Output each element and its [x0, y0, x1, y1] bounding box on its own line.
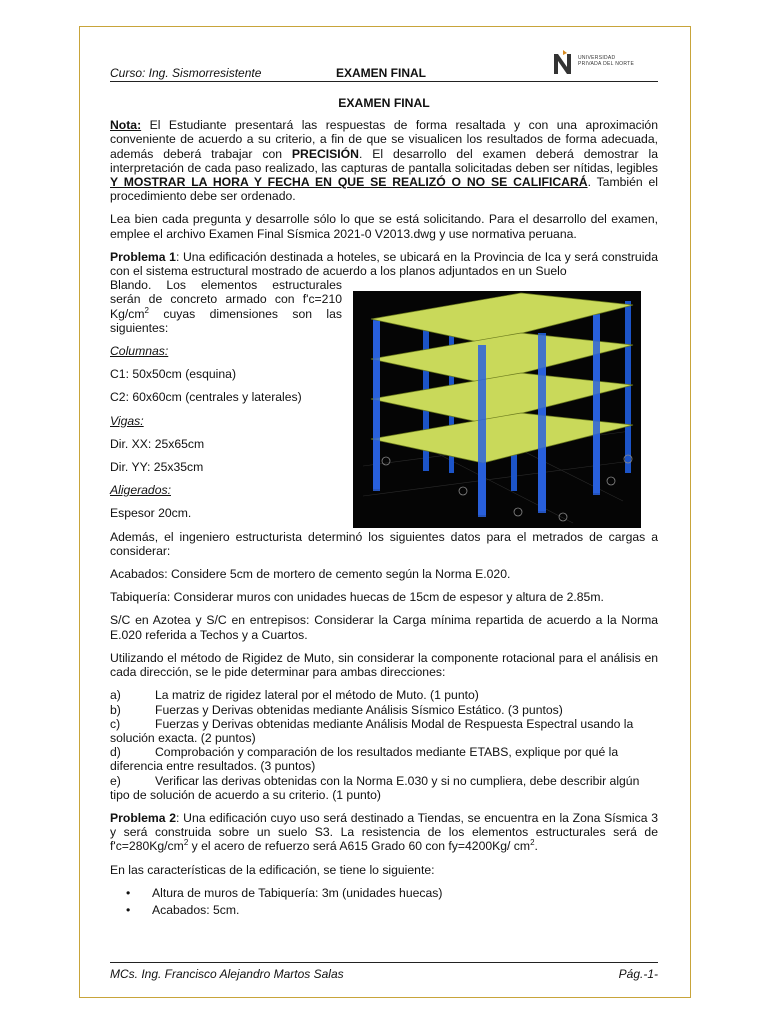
nota-text-2: . El desarrollo del examen deberá demostrar la interpretación de cada paso realizado, las capturas de pantalla solicitadas deben ser nítidas, legibles	[110, 146, 658, 175]
task-continuation: solución exacta. (2 puntos)	[110, 730, 256, 745]
task-item	[110, 745, 658, 759]
task-continuation: tipo de solución de acuerdo a su criterio. (1 punto)	[110, 787, 381, 802]
task-label: a)	[110, 688, 121, 703]
task-item	[110, 688, 658, 702]
p1-cont-1: Blando. Los elementos estructurales	[110, 278, 342, 293]
logo-text-line2: PRIVADA DEL NORTE	[578, 61, 635, 67]
bullet-text: Altura de muros de Tabiquería: 3m (unidades huecas)	[152, 885, 443, 900]
page-number: Pág.-1-	[618, 967, 658, 981]
columnas-heading: Columnas:	[110, 344, 169, 359]
problem2-text-c: .	[534, 839, 538, 854]
loads-intro: Además, el ingeniero estructurista determinó los siguientes datos para el metrados de cargas a considerar:	[110, 529, 658, 558]
logo-n-icon	[552, 50, 574, 76]
task-item	[110, 717, 658, 731]
nota-emphasis: Y MOSTRAR LA HORA Y FECHA EN QUE SE REALIZÓ O NO SE CALIFICARÁ	[110, 175, 588, 190]
beam-xx: Dir. XX: 25x65cm	[110, 436, 205, 451]
task-text: La matriz de rigidez lateral por el método de Muto. (1 punto)	[155, 688, 479, 703]
doc-heading: EXAMEN FINAL	[338, 96, 430, 110]
p1-cont-2: serán de concreto armado con f'c=210	[110, 292, 342, 307]
task-text: Verificar las derivas obtenidas con la Norma E.030 y si no cumpliera, debe describir algún	[155, 773, 640, 788]
university-logo	[552, 48, 660, 78]
problem2-text-b: y el acero de refuerzo será A615 Grado 60 con fy=4200Kg/ cm	[188, 839, 531, 854]
instructions-paragraph: Lea bien cada pregunta y desarrolle sólo lo que se está solicitando. Para el desarrollo del examen, emplee el archivo Examen Final Sísmica 2021-0 V2013.dwg y use normativa peruana.	[110, 212, 658, 241]
footer-author: MCs. Ing. Francisco Alejandro Martos Salas	[110, 967, 344, 981]
column-c1: C1: 50x50cm (esquina)	[110, 367, 236, 382]
problem2-paragraph	[110, 811, 658, 854]
task-continuation: diferencia entre resultados. (3 puntos)	[110, 759, 316, 774]
column-c2: C2: 60x60cm (centrales y laterales)	[110, 390, 302, 405]
task-label: e)	[110, 773, 121, 788]
page-footer	[110, 967, 658, 981]
nota-text-3: . También el procedimiento debe ser ordenado.	[110, 175, 658, 204]
bullet-text: Acabados: 5cm.	[152, 902, 240, 917]
acabados-text: Acabados: Considere 5cm de mortero de cemento según la Norma E.020.	[110, 567, 511, 582]
header-title: EXAMEN FINAL	[336, 66, 426, 80]
p1-cont-3b: cuyas dimensiones son las	[149, 306, 342, 321]
problem2-text-a: : Una edificación cuyo uso será destinado a Tiendas, se encuentra en la Zona Sísmica 3 y será construida sobre un suelo S3. La resistencia de los elementos estructurales será de f'c=280Kg/cm	[110, 810, 658, 854]
task-text: Fuerzas y Derivas obtenidas mediante Análisis Modal de Respuesta Espectral usando la	[155, 716, 634, 731]
problem1-intro-text: : Una edificación destinada a hoteles, se ubicará en la Provincia de Ica y será construida con el sistema estructural mostrado de acuerdo a los planos adjuntados en un Suelo	[110, 249, 658, 279]
p1-cont-3sup: 2	[144, 305, 149, 315]
tabiqueria-text: Tabiquería: Considerar muros con unidades huecas de 15cm de espesor y altura de 2.85m.	[110, 590, 604, 605]
p1-cont-3a: Kg/cm	[110, 306, 145, 321]
problem2-sup2: 2	[530, 838, 535, 848]
bullet-icon: •	[126, 885, 131, 900]
nota-paragraph	[110, 118, 658, 203]
tasks-list	[110, 688, 658, 802]
slab-thickness: Espesor 20cm.	[110, 506, 192, 521]
nota-label: Nota:	[110, 118, 142, 133]
p1-cont-3	[110, 307, 342, 321]
problem2-label: Problema 2	[110, 810, 177, 825]
bullet-icon: •	[126, 902, 131, 917]
problem1-intro	[110, 250, 658, 278]
characteristics-intro: En las características de la edificación, se tiene lo siguiente:	[110, 862, 435, 877]
aligerados-heading: Aligerados:	[110, 483, 171, 498]
bullet-item	[110, 903, 658, 917]
footer-rule	[110, 962, 658, 963]
course-name: Curso: Ing. Sismorresistente	[110, 66, 262, 80]
vigas-heading: Vigas:	[110, 413, 144, 428]
beam-yy: Dir. YY: 25x35cm	[110, 460, 204, 475]
task-label: d)	[110, 745, 121, 760]
nota-text-1: El Estudiante presentará las respuestas de forma resaltada y con una aproximación conveniente de acuerdo a su criterio, a fin de que se visualicen los resultados de forma adecuada, además deberá trabajar con	[110, 118, 658, 161]
task-text: Comprobación y comparación de los resultados mediante ETABS, explique por qué la	[155, 745, 619, 760]
task-item	[110, 774, 658, 788]
problem1-label: Problema 1	[110, 249, 176, 264]
header-rule	[110, 81, 658, 82]
problem1-left-column	[110, 278, 342, 520]
task-label: b)	[110, 702, 121, 717]
bullet-item	[110, 886, 658, 900]
task-label: c)	[110, 716, 121, 731]
logo-text-line1: UNIVERSIDAD	[578, 55, 616, 61]
nota-bold: PRECISIÓN	[291, 146, 359, 161]
muto-intro: Utilizando el método de Rigidez de Muto, sin considerar la componente rotacional para el análisis en cada dirección, se le pide determinar para ambas direcciones:	[110, 650, 658, 680]
task-item	[110, 703, 658, 717]
problem2-sup1: 2	[183, 838, 189, 848]
characteristics-list	[110, 886, 658, 917]
sc-text: S/C en Azotea y S/C en entrepisos: Considerar la Carga mínima repartida de acuerdo a la Norma E.020 referida a Techos y a Cuartos.	[110, 613, 658, 642]
task-text: Fuerzas y Derivas obtenidas mediante Análisis Sísmico Estático. (3 puntos)	[155, 702, 563, 717]
structure-3d-image	[353, 291, 641, 528]
p1-cont-4: siguientes:	[110, 320, 169, 335]
